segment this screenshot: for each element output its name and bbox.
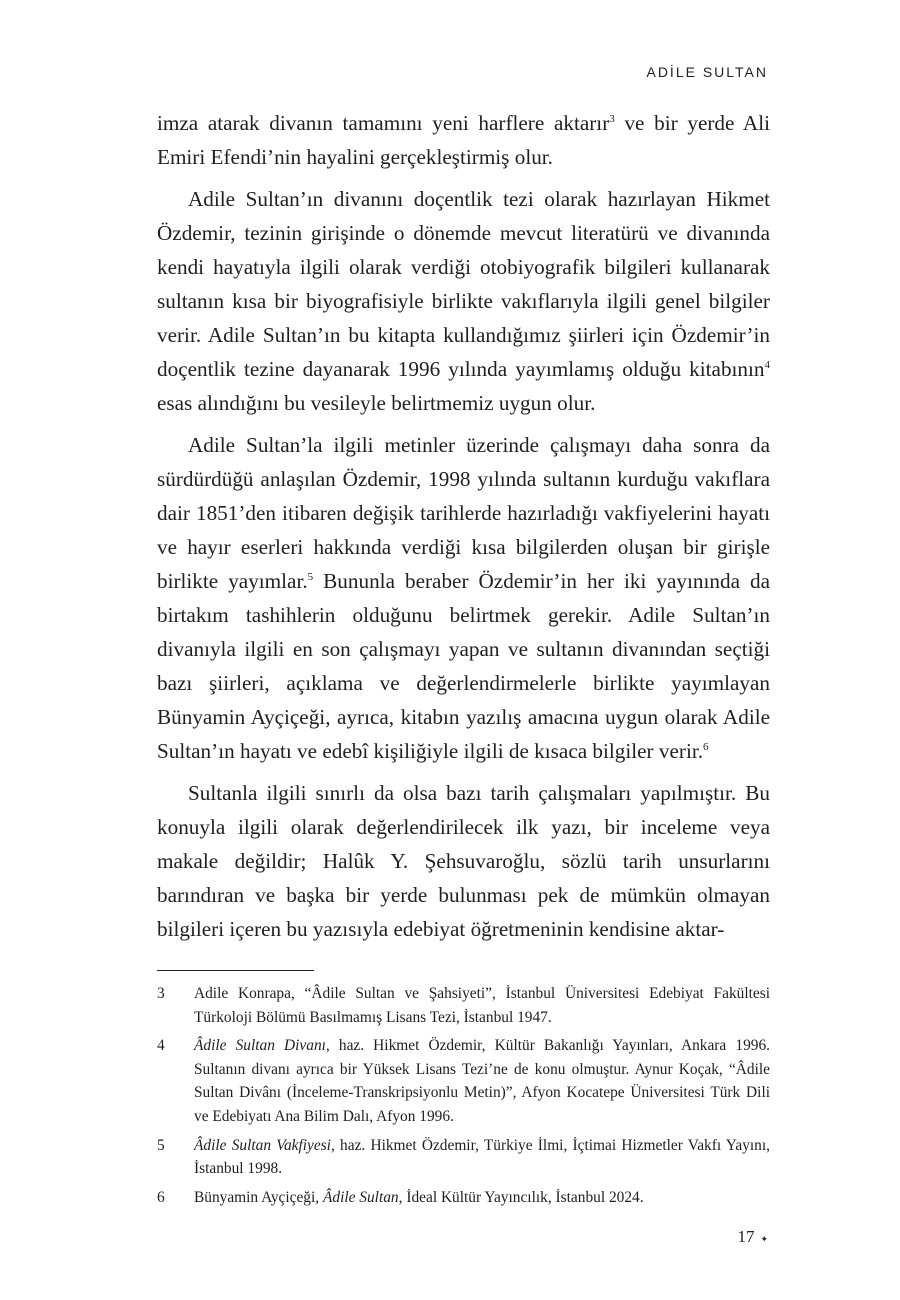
footnote <box>157 1134 770 1181</box>
text-run: Adile Sultan’la ilgili metinler üzerinde çalışmayı daha sonra da sürdürdüğü anlaşılan Özdemir, 1998 yılında sultanın kurduğu vakıflara dair 1851’den itibaren değişik tarihlerde hazırladığı vakfiyelerini hayatı ve hayır eserleri hakkında verdiği kısa bilgilerden oluşan bir girişle birlikte yayımlar. <box>157 433 770 593</box>
footnote-number: 5 <box>157 1136 165 1154</box>
footnote-number: 6 <box>157 1188 165 1206</box>
text-run: Bünyamin Ayçiçeği, <box>194 1188 323 1206</box>
footnote-reference: 5 <box>307 571 314 583</box>
footnote-reference: 3 <box>609 113 615 125</box>
italic-title: Âdile Sultan Divanı <box>194 1037 326 1055</box>
text-run: Sultanla ilgili sınırlı da olsa bazı tarih çalışmaları yapılmıştır. Bu konuyla ilgili olarak değerlendirilecek ilk yazı, bir inceleme veya makale değildir; Halûk Y. Şehsuvaroğlu, sözlü tarih unsurlarını barındıran ve başka bir yerde bulunması pek de mümkün olmayan bilgileri içeren bu yazısıyla edebiyat öğretmeninin kendisine aktar- <box>157 781 770 941</box>
footnote-text <box>194 1034 770 1128</box>
footnote-text <box>194 1186 770 1210</box>
text-run: ve bir yerde Ali Emiri Efendi’nin hayalini gerçekleştirmiş olur. <box>157 111 770 169</box>
paragraph <box>157 182 770 420</box>
footnote <box>157 982 770 1029</box>
footnote-reference: 4 <box>764 359 770 371</box>
body-text <box>157 106 770 954</box>
paragraph <box>157 106 770 174</box>
footnote-number: 3 <box>157 985 165 1002</box>
text-run: Adile Konrapa, “Âdile Sultan ve Şahsiyeti”, İstanbul Üniversitesi Edebiyat Fakültesi Türkoloji Bölümü Basılmamış Lisans Tezi, İstanbul 1947. <box>194 985 770 1026</box>
text-run: , İdeal Kültür Yayıncılık, İstanbul 2024. <box>398 1188 644 1206</box>
text-run: esas alındığını bu vesileyle belirtmemiz uygun olur. <box>157 391 596 415</box>
italic-title: Âdile Sultan <box>322 1188 399 1206</box>
ornament-icon: ✦ <box>760 1233 768 1244</box>
footnote-number: 4 <box>157 1037 165 1055</box>
footnotes <box>157 982 770 1214</box>
footnote-rule <box>157 970 314 971</box>
text-run: , haz. Hikmet Özdemir, Türkiye İlmi, İçtimai Hizmetler Vakfı Yayını, İstanbul 1998. <box>194 1136 770 1178</box>
footnote <box>157 1186 770 1210</box>
footnote-text <box>194 982 770 1029</box>
text-run: imza atarak divanın tamamını yeni harflere aktarır <box>157 111 610 135</box>
page-number: 17 <box>737 1227 755 1246</box>
footnote <box>157 1034 770 1128</box>
footnote-reference: 6 <box>703 741 709 753</box>
text-run: , haz. Hikmet Özdemir, Kültür Bakanlığı Yayınları, Ankara 1996. Sultanın divanı ayrıca bir Yüksek Lisans Tezi’ne de konu olmuştur. Aynur Koçak, “Âdile Sultan Divânı (İnceleme-Transkripsiyonlu Metin)”, Afyon Kocatepe Üniversitesi Türk Dili ve Edebiyatı Ana Bilim Dalı, Afyon 1996. <box>194 1037 770 1125</box>
italic-title: Âdile Sultan Vakfiyesi <box>194 1136 331 1154</box>
text-run: Bununla beraber Özdemir’in her iki yayınında da birtakım tashihlerin olduğunu belirtmek gerekir. Adile Sultan’ın divanıyla ilgili en son çalışmayı yapan ve sultanın divanından seçtiği bazı şiirleri, açıklama ve değerlendirmelerle birlikte yayımlayan Bünyamin Ayçiçeği, ayrıca, kitabın yazılış amacına uygun olarak Adile Sultan’ın hayatı ve edebî kişiliğiyle ilgili de kısaca bilgiler verir. <box>157 569 770 763</box>
paragraph <box>157 428 770 768</box>
paragraph <box>157 776 770 946</box>
text-run: Adile Sultan’ın divanını doçentlik tezi olarak hazırlayan Hikmet Özdemir, tezinin girişinde o dönemde mevcut literatürü ve divanında kendi hayatıyla ilgili olarak verdiği otobiyografik bilgileri kullanarak sultanın kısa bir biyografisiyle birlikte vakıflarıyla ilgili genel bilgiler verir. Adile Sultan’ın bu kitapta kullandığımız şiirleri için Özdemir’in doçentlik tezine dayanarak 1996 yılında yayımlamış olduğu kitabının <box>157 187 770 381</box>
footnote-text <box>194 1134 770 1181</box>
running-header: ADİLE SULTAN <box>646 64 768 80</box>
page-footer <box>737 1227 768 1247</box>
